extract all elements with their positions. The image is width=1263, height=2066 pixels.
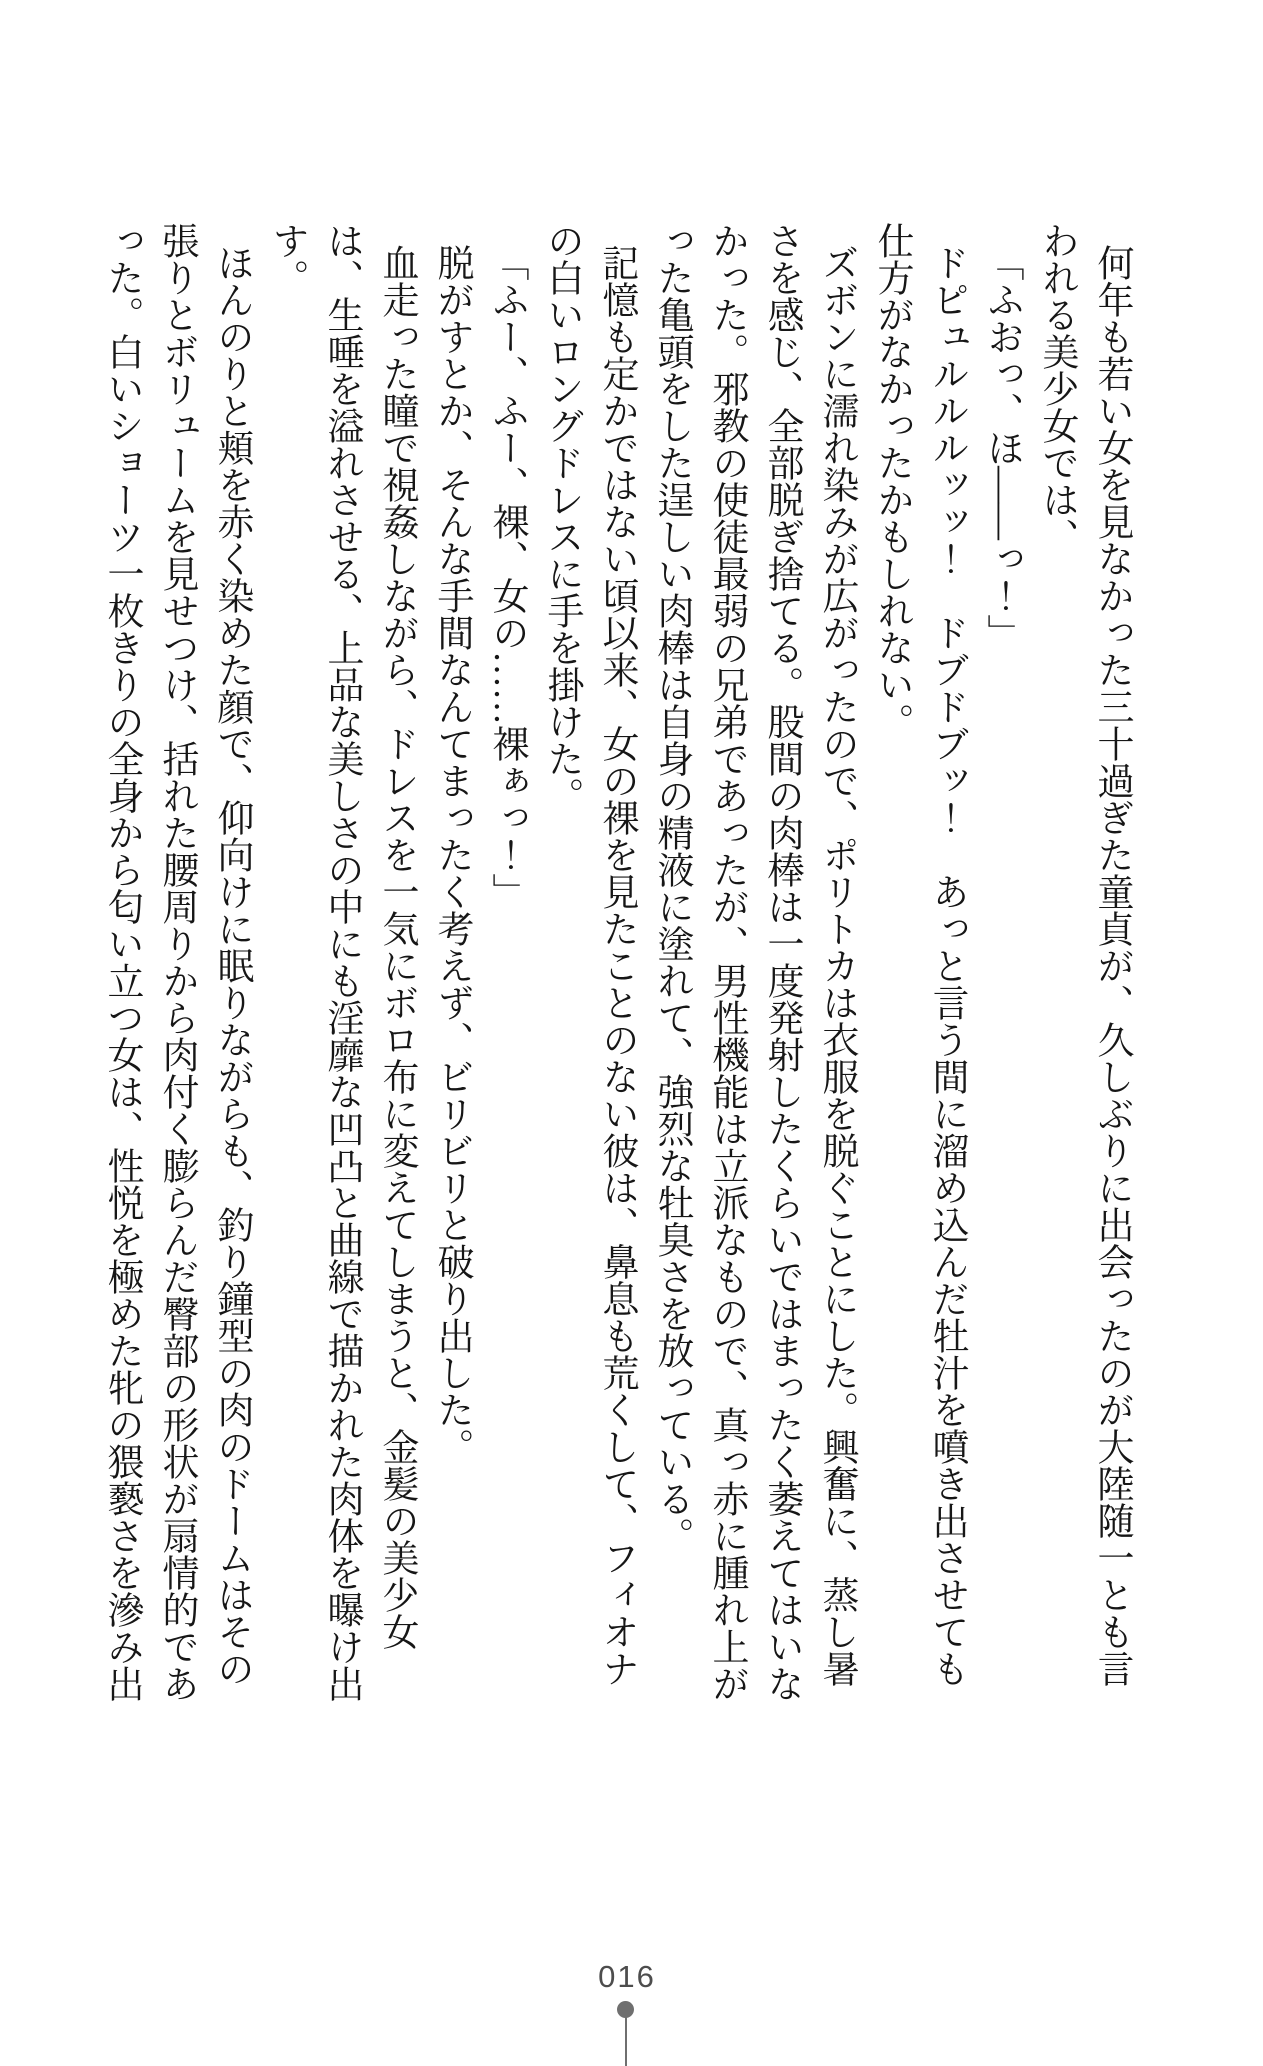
page-footer [560, 1961, 694, 1992]
paragraph: 記憶も定かではない頃以来、女の裸を見たことのない彼は、鼻息も荒くして、フィオナの白いロングドレスに手を掛けた。 [541, 222, 637, 1688]
paragraph: ズボンに濡れ染みが広がったので、ポリトカは衣服を脱ぐことにした。興奮に、蒸し暑さを感じ、全部脱ぎ捨てる。股間の肉棒は一度発射したくらいではまったく萎えてはいなかった。邪教の使徒最弱の兄弟であったが、男性機能は立派なもので、真っ赤に腫れ上がった亀頭をした逞しい肉棒は自身の精液に塗れて、強烈な牡臭さを放っている。 [651, 222, 857, 1702]
footer-rule-line [625, 2016, 627, 2066]
vertical-text-block [94, 222, 1139, 1703]
paragraph: 脱がすとか、そんな手間なんてまったく考えず、ビリビリと破り出した。 [431, 244, 472, 1466]
dialogue-line: 「ふおっ、ほ――っ！」 [981, 244, 1022, 652]
paragraph: 何年も若い女を見なかった三十過ぎた童貞が、久しぶりに出会ったのが大陸随一とも言われる美少女では、 [1036, 222, 1132, 1688]
dialogue-line: 「ふー、ふー、裸、女の……裸ぁっ！」 [486, 244, 527, 911]
paragraph: ドピュルルルッッ！ ドブドブッ！ あっと言う間に溜め込んだ牡汁を噴き出させても仕方がなかったかもしれない。 [871, 222, 967, 1688]
paragraph: ほんのりと頬を赤く染めた顔で、仰向けに眠りながらも、釣り鐘型の肉のドームはその張りとボリュームを見せつけ、括れた腰周りから肉付く膨らんだ臀部の形状が扇情的であった。白いショーツ一枚きりの全身から匂い立つ女は、性悦を極めた牝の猥褻さを滲み出 [101, 222, 252, 1702]
paragraph: 血走った瞳で視姦しながら、ドレスを一気にボロ布に変えてしまうと、金髪の美少女は、生唾を溢れさせる、上品な美しさの中にも淫靡な凹凸と曲線で描かれた肉体を曝け出す。 [266, 222, 417, 1702]
page-number: 016 [598, 1959, 656, 1994]
